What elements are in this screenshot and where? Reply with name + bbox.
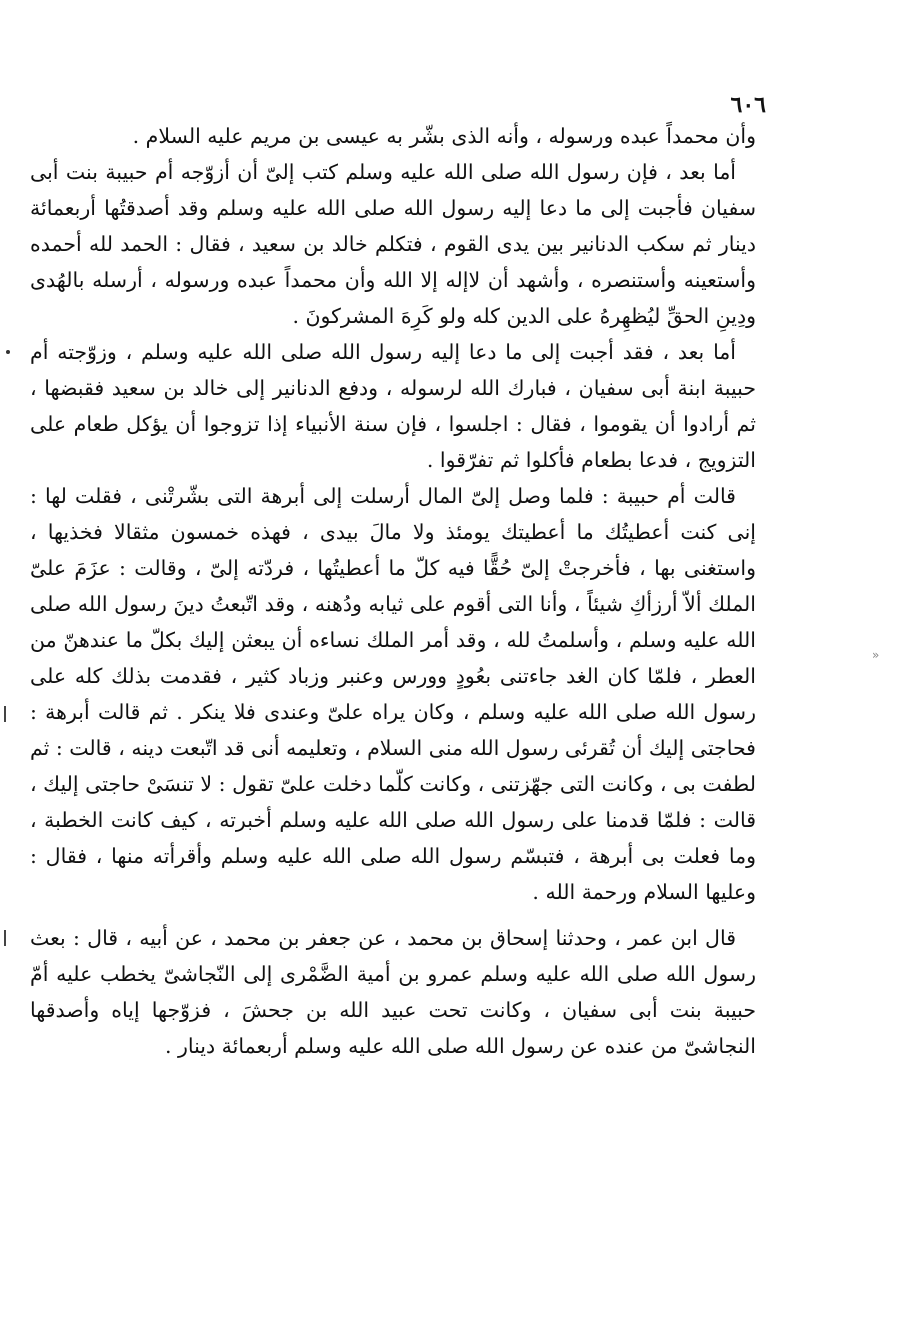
- margin-mark: [4, 930, 6, 946]
- paragraph-3: أما بعد ، فقد أجبت إلى ما دعا إليه رسول الله صلى الله عليه وسلم ، وزوّجته أم حبيبة ابنة أبى سفيان ، فبارك الله لرسوله ، ودفع الدنانير إلى خالد بن سعيد فقبضها ، ثم أرادوا أن يقوموا ، فقال : اجلسوا ، فإن سنة الأنبياء إذا تزوجوا أن يؤكل طعام على التزويج ، فدعا بطعام فأكلوا ثم تفرّقوا .: [30, 340, 756, 472]
- margin-mark: [6, 350, 10, 354]
- paragraph-5: قال ابن عمر ، وحدثنا إسحاق بن محمد ، عن جعفر بن محمد ، عن أبيه ، قال : بعث رسول الله صلى الله عليه وسلم عمرو بن أمية الضَّمْرى إلى النّجاشىّ يخطب عليه أمّ حبيبة بنت أبى سفيان ، وكانت تحت عبيد الله بن جحشَ ، فزوّجها إياه وأصدقها النجاشىّ من عنده عن رسول الله صلى الله عليه وسلم أربعمائة دينار .: [30, 926, 756, 1058]
- page-number: ٦٠٦: [730, 92, 766, 118]
- margin-arrow-icon: »: [872, 648, 880, 662]
- paragraph-2: أما بعد ، فإن رسول الله صلى الله عليه وسلم كتب إلىّ أن أزوّجه أم حبيبة بنت أبى سفيان فأجبت إلى ما دعا إليه رسول الله صلى الله عليه وسلم وقد أصدقتُها أربعمائة دينار ثم سكب الدنانير بين يدى القوم ، فتكلم خالد بن سعيد ، فقال : الحمد لله أحمده وأستعينه وأستنصره ، وأشهد أن لاإله إلا الله وأن محمداً عبده ورسوله ، أرسله بالهُدى ودِينِ الحقِّ ليُظهِرهُ على الدين كله ولو كَرِهَ المشركونَ .: [30, 160, 756, 328]
- paragraph-4: قالت أم حبيبة : فلما وصل إلىّ المال أرسلت إلى أبرهة التى بشّرتْنى ، فقلت لها : إنى كنت أعطيتُك ما أعطيتك يومئذ ولا مالَ بيدى ، فهذه خمسون مثقالا فخذيها ، واستغنى بها ، فأخرجتْ إلىّ حُقًّا فيه كلّ ما أعطيتُها ، فردّته إلىّ ، وقالت : عزَمَ علىّ الملك ألاّ أرزأكِ شيئاً ، وأنا التى أقوم على ثيابه ودُهنه ، وقد اتّبعتُ دينَ رسول الله صلى الله عليه وسلم ، وأسلمتُ لله ، وقد أمر الملك نساءه أن يبعثن إليك بكلّ ما عندهنّ من العطر ، فلمّا كان الغد جاءتنى بعُودٍ وورس وعنبر وزباد كثير ، فقدمت بذلك كله على رسول الله صلى الله عليه وسلم ، وكان يراه علىّ وعندى فلا ينكر . ثم قالت أبرهة : فحاجتى إليك أن تُقرئى رسول الله منى السلام ، وتعليمه أنى قد اتّبعت دينه ، قالت : ثم لطفت بى ، وكانت التى جهّزتنى ، وكانت كلّما دخلت علىّ تقول : لا تنسَىْ حاجتى إليك ، قالت : فلمّا قدمنا على رسول الله صلى الله عليه وسلم أخبرته ، كيف كانت الخطبة ، وما فعلت بى أبرهة ، فتبسّم رسول الله صلى الله عليه وسلم وأقرأته منها ، فقال : وعليها السلام ورحمة الله .: [30, 484, 756, 904]
- text-body: [30, 118, 756, 1064]
- paragraph-1: وأن محمداً عبده ورسوله ، وأنه الذى بشّر به عيسى بن مريم عليه السلام .: [132, 124, 756, 148]
- margin-mark: [4, 706, 6, 722]
